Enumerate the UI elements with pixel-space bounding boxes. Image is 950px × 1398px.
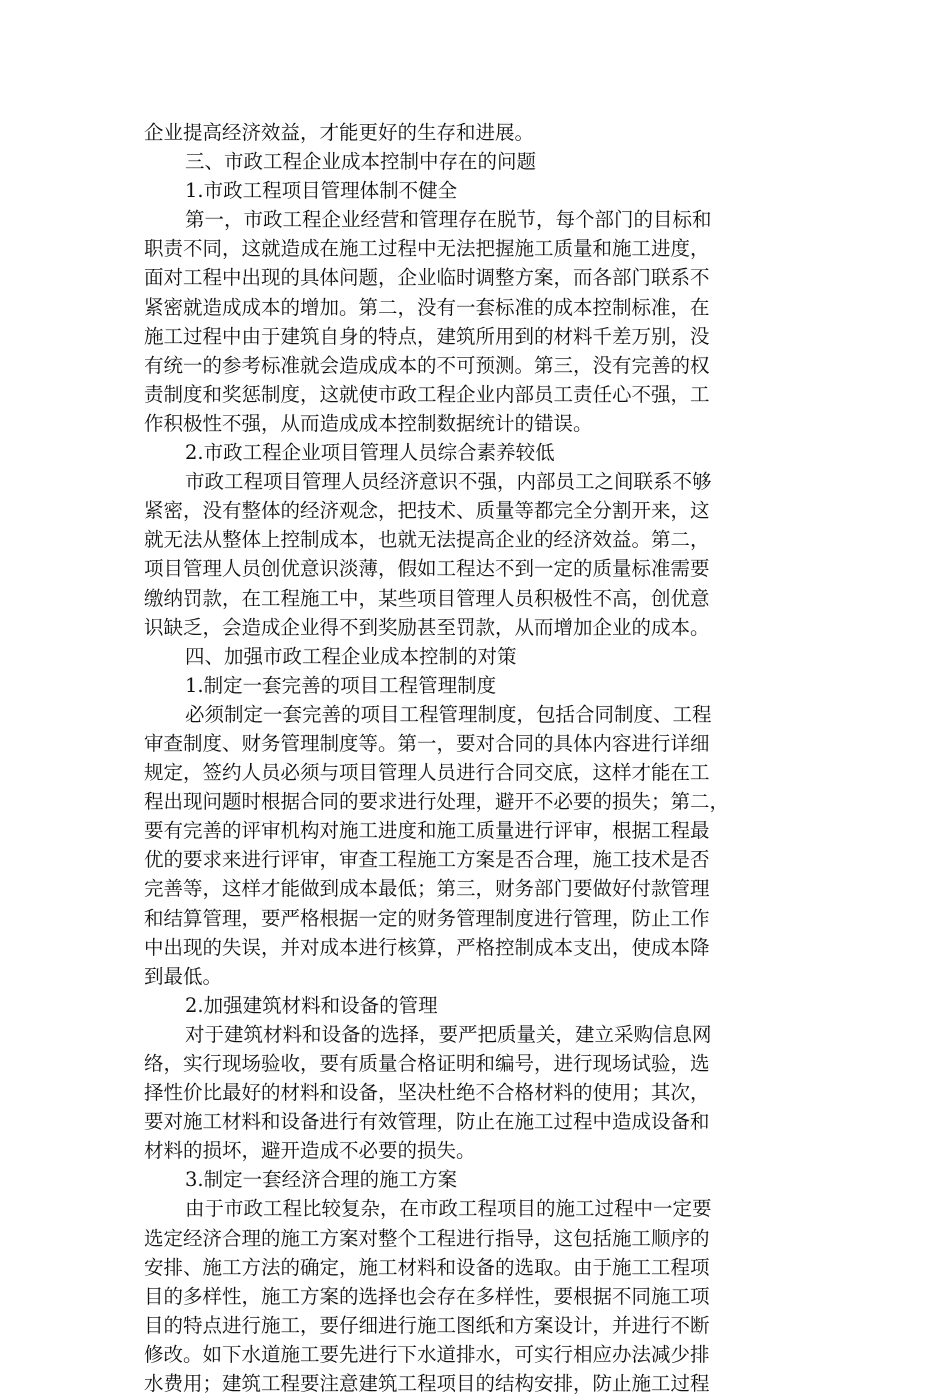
text-line: 对于建筑材料和设备的选择，要严把质量关，建立采购信息网	[185, 1022, 712, 1046]
document-body	[144, 118, 804, 1398]
text-line: 识缺乏，会造成企业得不到奖励甚至罚款，从而增加企业的成本。	[144, 615, 710, 639]
text-line: 三、市政工程企业成本控制中存在的问题	[185, 150, 537, 174]
text-line: 程出现问题时根据合同的要求进行处理，避开不必要的损失；第二，	[144, 790, 730, 814]
text-line: 项目管理人员创优意识淡薄，假如工程达不到一定的质量标准需要	[144, 557, 710, 581]
text-line: 中出现的失误，并对成本进行核算，严格控制成本支出，使成本降	[144, 935, 710, 959]
text-line: 审查制度、财务管理制度等。第一，要对合同的具体内容进行详细	[144, 731, 710, 755]
text-line: 络，实行现场验收，要有质量合格证明和编号，进行现场试验，选	[144, 1052, 710, 1075]
text-line: 施工过程中由于建筑自身的特点，建筑所用到的材料千差万别，没	[144, 324, 710, 348]
text-line: 职责不同，这就造成在施工过程中无法把握施工质量和施工进度，	[144, 237, 710, 261]
text-line: 1.市政工程项目管理体制不健全	[185, 179, 458, 203]
text-line: 市政工程项目管理人员经济意识不强，内部员工之间联系不够	[185, 470, 712, 494]
text-line: 1.制定一套完善的项目工程管理制度	[185, 673, 497, 697]
text-line: 紧密，没有整体的经济观念，把技术、质量等都完全分割开来，这	[144, 499, 710, 523]
text-line: 必须制定一套完善的项目工程管理制度，包括合同制度、工程	[185, 702, 712, 726]
text-line: 2.加强建筑材料和设备的管理	[185, 993, 438, 1017]
text-line: 面对工程中出现的具体问题，企业临时调整方案，而各部门联系不	[144, 266, 710, 290]
text-line: 择性价比最好的材料和设备，坚决杜绝不合格材料的使用；其次，	[144, 1081, 710, 1105]
text-line: 规定，签约人员必须与项目管理人员进行合同交底，这样才能在工	[144, 761, 710, 785]
text-line: 2.市政工程企业项目管理人员综合素养较低	[185, 441, 555, 465]
text-line: 就无法从整体上控制成本，也就无法提高企业的经济效益。第二，	[144, 528, 710, 552]
text-line: 缴纳罚款，在工程施工中，某些项目管理人员积极性不高，创优意	[144, 586, 710, 610]
text-line: 要有完善的评审机构对施工进度和施工质量进行评审，根据工程最	[144, 819, 710, 843]
text-line: 3.制定一套经济合理的施工方案	[185, 1168, 458, 1192]
text-line: 目的特点进行施工，要仔细进行施工图纸和方案设计，并进行不断	[144, 1313, 710, 1337]
text-line: 由于市政工程比较复杂，在市政工程项目的施工过程中一定要	[185, 1197, 712, 1221]
text-line: 安排、施工方法的确定，施工材料和设备的选取。由于施工工程项	[144, 1255, 710, 1279]
text-line: 目的多样性，施工方案的选择也会存在多样性，要根据不同施工项	[144, 1284, 710, 1308]
text-line: 和结算管理，要严格根据一定的财务管理制度进行管理，防止工作	[144, 906, 710, 930]
text-line: 企业提高经济效益，才能更好的生存和进展。	[144, 121, 535, 144]
text-line: 修改。如下水道施工要先进行下水道排水，可实行相应办法减少排	[144, 1342, 710, 1366]
text-line: 到最低。	[144, 964, 223, 988]
text-line: 材料的损坏，避开造成不必要的损失。	[144, 1139, 476, 1163]
text-line: 作积极性不强，从而造成成本控制数据统计的错误。	[144, 411, 593, 435]
text-line: 完善等，这样才能做到成本最低；第三，财务部门要做好付款管理	[144, 877, 710, 901]
document-page	[144, 118, 804, 1398]
text-line: 有统一的参考标准就会造成成本的不可预测。第三，没有完善的权	[144, 353, 710, 377]
text-line: 责制度和奖惩制度，这就使市政工程企业内部员工责任心不强，工	[144, 382, 710, 406]
text-line: 四、加强市政工程企业成本控制的对策	[185, 644, 517, 668]
text-line: 水费用；建筑工程要注意建筑工程项目的结构安排，防止施工过程	[144, 1372, 710, 1396]
text-line: 要对施工材料和设备进行有效管理，防止在施工过程中造成设备和	[144, 1110, 710, 1134]
text-line: 紧密就造成成本的增加。第二，没有一套标准的成本控制标准，在	[144, 295, 710, 319]
text-line: 第一，市政工程企业经营和管理存在脱节，每个部门的目标和	[185, 208, 712, 232]
text-line: 优的要求来进行评审，审查工程施工方案是否合理，施工技术是否	[144, 848, 710, 872]
text-line: 选定经济合理的施工方案对整个工程进行指导，这包括施工顺序的	[144, 1226, 710, 1250]
